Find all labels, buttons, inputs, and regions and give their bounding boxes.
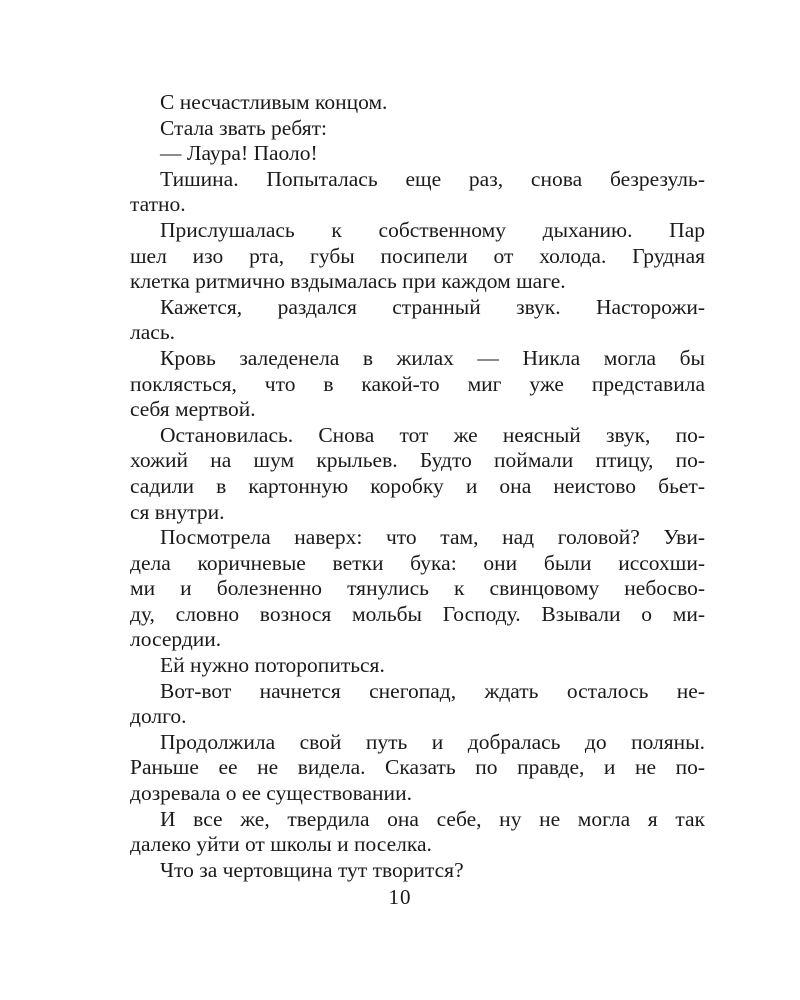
text-line: Кровь заледенела в жилах — Никла могла бы [160,345,705,370]
text-line: дозревала о ее существовании. [130,781,412,806]
text-line: Стала звать ребят: [160,115,327,140]
text-line: Прислушалась к собственному дыханию. Пар [160,217,705,242]
text-line: ду, словно вознося мольбы Господу. Взывали о ми- [130,601,705,626]
text-line: клетка ритмично вздымалась при каждом шаге. [130,269,566,294]
text-line: Кажется, раздался странный звук. Насторожи- [160,294,705,319]
text-line: — Лаура! Паоло! [160,141,318,166]
text-line: поклясться, что в какой-то миг уже представила [130,371,705,396]
text-line: Раньше ее не видела. Сказать по правде, и не по- [130,755,705,780]
text-line: хожий на шум крыльев. Будто поймали птицу, по- [130,448,705,473]
text-line: Остановилась. Снова тот же неясный звук, по- [160,422,705,447]
text-line: лосердии. [130,627,222,652]
text-line: Посмотрела наверх: что там, над головой? Уви- [160,525,705,550]
text-line: далеко уйти от школы и поселка. [130,832,432,857]
text-line: Что за чертовщина тут творится? [160,857,464,882]
text-line: шел изо рта, губы посипели от холода. Грудная [130,243,705,268]
text-line: И все же, твердила она себе, ну не могла я так [160,806,705,831]
text-line: дела коричневые ветки бука: они были иссохши- [130,550,705,575]
page-number: 10 [388,885,412,909]
text-line: садили в картонную коробку и она неистово бьет- [130,473,705,498]
text-line: Вот-вот начнется снегопад, ждать осталось не- [160,678,705,703]
text-line: ся внутри. [130,499,225,524]
text-line: долго. [130,704,187,729]
text-line: Ей нужно поторопиться. [160,653,385,678]
text-line: лась. [130,320,175,345]
text-line: С несчастливым концом. [160,90,388,114]
text-line: ми и болезненно тянулись к свинцовому небосво- [130,576,705,601]
text-line: себя мертвой. [130,397,256,422]
body-text [130,90,705,883]
text-line: Продолжила свой путь и добралась до поляны. [160,729,705,754]
text-line: татно. [130,192,186,217]
text-line: Тишина. Попыталась еще раз, снова безрезуль- [160,166,705,191]
